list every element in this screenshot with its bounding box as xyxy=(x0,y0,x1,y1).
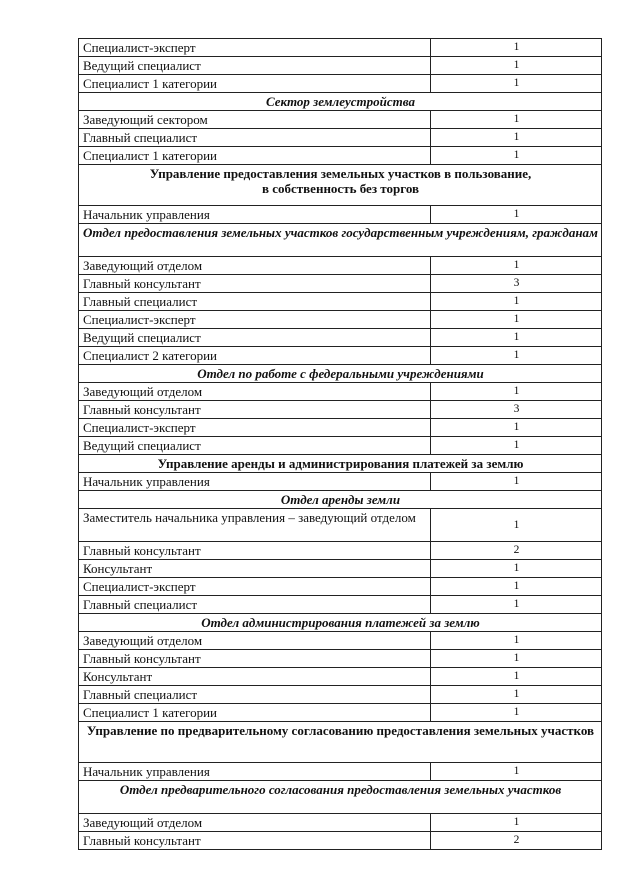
position-row xyxy=(79,111,602,129)
position-row xyxy=(79,293,602,311)
position-count: 1 xyxy=(431,147,602,165)
position-title: Заведующий отделом xyxy=(79,632,431,650)
position-row xyxy=(79,75,602,93)
position-row xyxy=(79,814,602,832)
position-title: Главный специалист xyxy=(79,293,431,311)
position-row xyxy=(79,578,602,596)
position-title: Заведующий отделом xyxy=(79,383,431,401)
position-row xyxy=(79,329,602,347)
position-title: Специалист 1 категории xyxy=(79,704,431,722)
position-count: 1 xyxy=(431,419,602,437)
position-title: Ведущий специалист xyxy=(79,57,431,75)
position-title: Начальник управления xyxy=(79,473,431,491)
position-title: Консультант xyxy=(79,560,431,578)
position-title: Ведущий специалист xyxy=(79,437,431,455)
position-title: Главный специалист xyxy=(79,596,431,614)
position-count: 1 xyxy=(431,437,602,455)
position-count: 1 xyxy=(431,632,602,650)
position-row xyxy=(79,129,602,147)
position-row xyxy=(79,419,602,437)
section-heading-row xyxy=(79,614,602,632)
position-row xyxy=(79,311,602,329)
position-count: 1 xyxy=(431,650,602,668)
section-heading: Отдел администрирования платежей за землю xyxy=(79,614,602,632)
section-heading: Отдел аренды земли xyxy=(79,491,602,509)
position-count: 1 xyxy=(431,257,602,275)
position-row xyxy=(79,632,602,650)
position-title: Главный консультант xyxy=(79,832,431,850)
position-count: 1 xyxy=(431,383,602,401)
position-row xyxy=(79,596,602,614)
position-title: Специалист 2 категории xyxy=(79,347,431,365)
position-count: 1 xyxy=(431,704,602,722)
position-count: 1 xyxy=(431,57,602,75)
position-row xyxy=(79,704,602,722)
position-row xyxy=(79,668,602,686)
department-heading: Управление по предварительному согласованию предоставления земельных участков xyxy=(79,722,602,763)
position-title: Специалист-эксперт xyxy=(79,39,431,57)
position-title: Ведущий специалист xyxy=(79,329,431,347)
position-count: 1 xyxy=(431,578,602,596)
position-count: 1 xyxy=(431,686,602,704)
position-title: Специалист-эксперт xyxy=(79,578,431,596)
position-row xyxy=(79,832,602,850)
staff-table xyxy=(78,38,602,850)
position-count: 3 xyxy=(431,275,602,293)
position-count: 1 xyxy=(431,473,602,491)
position-title: Специалист 1 категории xyxy=(79,147,431,165)
position-row xyxy=(79,542,602,560)
position-row xyxy=(79,39,602,57)
position-title: Начальник управления xyxy=(79,763,431,781)
position-count: 2 xyxy=(431,542,602,560)
position-title: Главный консультант xyxy=(79,401,431,419)
position-count: 1 xyxy=(431,39,602,57)
position-count: 1 xyxy=(431,560,602,578)
department-heading-row xyxy=(79,722,602,763)
section-heading-row xyxy=(79,491,602,509)
section-heading: Отдел предоставления земельных участков государственным учреждениям, гражданам xyxy=(79,224,602,257)
position-title: Главный консультант xyxy=(79,650,431,668)
position-title: Главный консультант xyxy=(79,275,431,293)
position-count: 1 xyxy=(431,329,602,347)
position-count: 1 xyxy=(431,129,602,147)
position-count: 3 xyxy=(431,401,602,419)
position-row xyxy=(79,686,602,704)
position-count: 1 xyxy=(431,75,602,93)
position-title: Консультант xyxy=(79,668,431,686)
section-heading: Отдел по работе с федеральными учреждениями xyxy=(79,365,602,383)
position-count: 1 xyxy=(431,293,602,311)
position-row xyxy=(79,509,602,542)
position-title: Заведующий отделом xyxy=(79,257,431,275)
position-row xyxy=(79,437,602,455)
position-title: Заведующий сектором xyxy=(79,111,431,129)
position-count: 1 xyxy=(431,347,602,365)
position-row xyxy=(79,57,602,75)
position-title: Заместитель начальника управления – заведующий отделом xyxy=(79,509,431,542)
position-title: Начальник управления xyxy=(79,206,431,224)
position-title: Главный консультант xyxy=(79,542,431,560)
department-heading-row xyxy=(79,165,602,206)
position-row xyxy=(79,650,602,668)
position-title: Специалист-эксперт xyxy=(79,419,431,437)
section-heading: Отдел предварительного согласования предоставления земельных участков xyxy=(79,781,602,814)
position-row xyxy=(79,147,602,165)
position-row xyxy=(79,347,602,365)
position-count: 1 xyxy=(431,111,602,129)
staff-table-page xyxy=(78,38,602,850)
position-row xyxy=(79,560,602,578)
position-count: 1 xyxy=(431,311,602,329)
position-row xyxy=(79,206,602,224)
section-heading-row xyxy=(79,781,602,814)
position-row xyxy=(79,383,602,401)
position-title: Специалист-эксперт xyxy=(79,311,431,329)
position-row xyxy=(79,763,602,781)
section-heading-row xyxy=(79,224,602,257)
position-row xyxy=(79,275,602,293)
position-title: Главный специалист xyxy=(79,686,431,704)
section-heading: Сектор землеустройства xyxy=(79,93,602,111)
department-heading: Управление предоставления земельных участков в пользование, в собственность без торгов xyxy=(79,165,602,206)
position-row xyxy=(79,257,602,275)
staff-table-body xyxy=(79,39,602,850)
position-title: Специалист 1 категории xyxy=(79,75,431,93)
position-title: Заведующий отделом xyxy=(79,814,431,832)
position-count: 1 xyxy=(431,509,602,542)
position-count: 1 xyxy=(431,596,602,614)
position-title: Главный специалист xyxy=(79,129,431,147)
position-count: 1 xyxy=(431,763,602,781)
department-heading: Управление аренды и администрирования платежей за землю xyxy=(79,455,602,473)
position-count: 2 xyxy=(431,832,602,850)
department-heading-row xyxy=(79,455,602,473)
section-heading-row xyxy=(79,365,602,383)
position-count: 1 xyxy=(431,814,602,832)
position-count: 1 xyxy=(431,668,602,686)
section-heading-row xyxy=(79,93,602,111)
position-count: 1 xyxy=(431,206,602,224)
position-row xyxy=(79,473,602,491)
position-row xyxy=(79,401,602,419)
